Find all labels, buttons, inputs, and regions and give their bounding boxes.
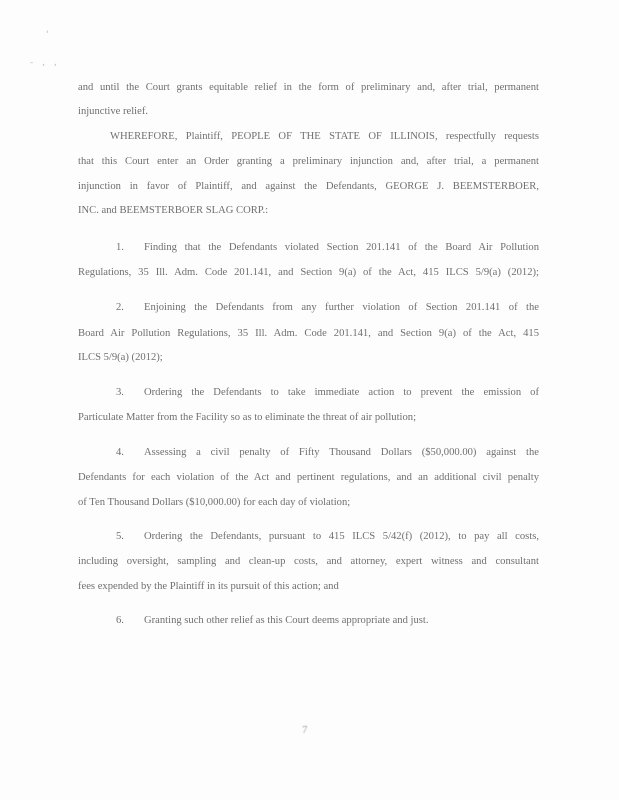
item-text-line: Regulations, 35 Ill. Adm. Code 201.141, and Section 9(a) of the Act, 415 ILCS 5/9(a) (2012); — [78, 267, 539, 278]
item-text-line: fees expended by the Plaintiff in its pursuit of this action; and — [78, 581, 339, 592]
prayer-text-line: that this Court enter an Order granting a preliminary injunction and, after trial, a permanent — [78, 156, 539, 167]
scan-artifact-mark: ' — [46, 30, 49, 40]
body-text-line: and until the Court grants equitable relief in the form of preliminary and, after trial, permanent — [78, 82, 539, 93]
item-number: 3. — [116, 387, 124, 398]
item-number: 6. — [116, 615, 124, 626]
page-number: 7 — [302, 724, 308, 736]
item-text-line: Assessing a civil penalty of Fifty Thousand Dollars ($50,000.00) against the — [144, 447, 539, 458]
prayer-text-line: injunction in favor of Plaintiff, and against the Defendants, GEORGE J. BEEMSTERBOER, — [78, 181, 539, 192]
item-text-line: Defendants for each violation of the Act and pertinent regulations, and an additional civil penalty — [78, 472, 539, 483]
scan-artifact-mark: - , , — [30, 58, 60, 68]
item-number: 2. — [116, 302, 124, 313]
body-text-line: injunctive relief. — [78, 106, 149, 117]
item-text-line: Finding that the Defendants violated Section 201.141 of the Board Air Pollution — [144, 242, 539, 253]
item-text-line: Granting such other relief as this Court deems appropriate and just. — [144, 615, 429, 626]
item-text-line: of Ten Thousand Dollars ($10,000.00) for each day of violation; — [78, 497, 351, 508]
item-number: 5. — [116, 531, 124, 542]
item-text-line: Ordering the Defendants, pursuant to 415 ILCS 5/42(f) (2012), to pay all costs, — [144, 531, 539, 542]
prayer-text-line: WHEREFORE, Plaintiff, PEOPLE OF THE STATE OF ILLINOIS, respectfully requests — [110, 131, 539, 142]
item-number: 1. — [116, 242, 124, 253]
item-text-line: Enjoining the Defendants from any further violation of Section 201.141 of the — [144, 302, 539, 313]
item-number: 4. — [116, 447, 124, 458]
prayer-text-line: INC. and BEEMSTERBOER SLAG CORP.: — [78, 205, 269, 216]
item-text-line: Particulate Matter from the Facility so as to eliminate the threat of air pollution; — [78, 412, 417, 423]
item-text-line: Board Air Pollution Regulations, 35 Ill. Adm. Code 201.141, and Section 9(a) of the Act, 415 — [78, 328, 539, 339]
item-text-line: including oversight, sampling and clean-up costs, and attorney, expert witness and consultant — [78, 556, 539, 567]
item-text-line: Ordering the Defendants to take immediate action to prevent the emission of — [144, 387, 539, 398]
item-text-line: ILCS 5/9(a) (2012); — [78, 352, 163, 363]
